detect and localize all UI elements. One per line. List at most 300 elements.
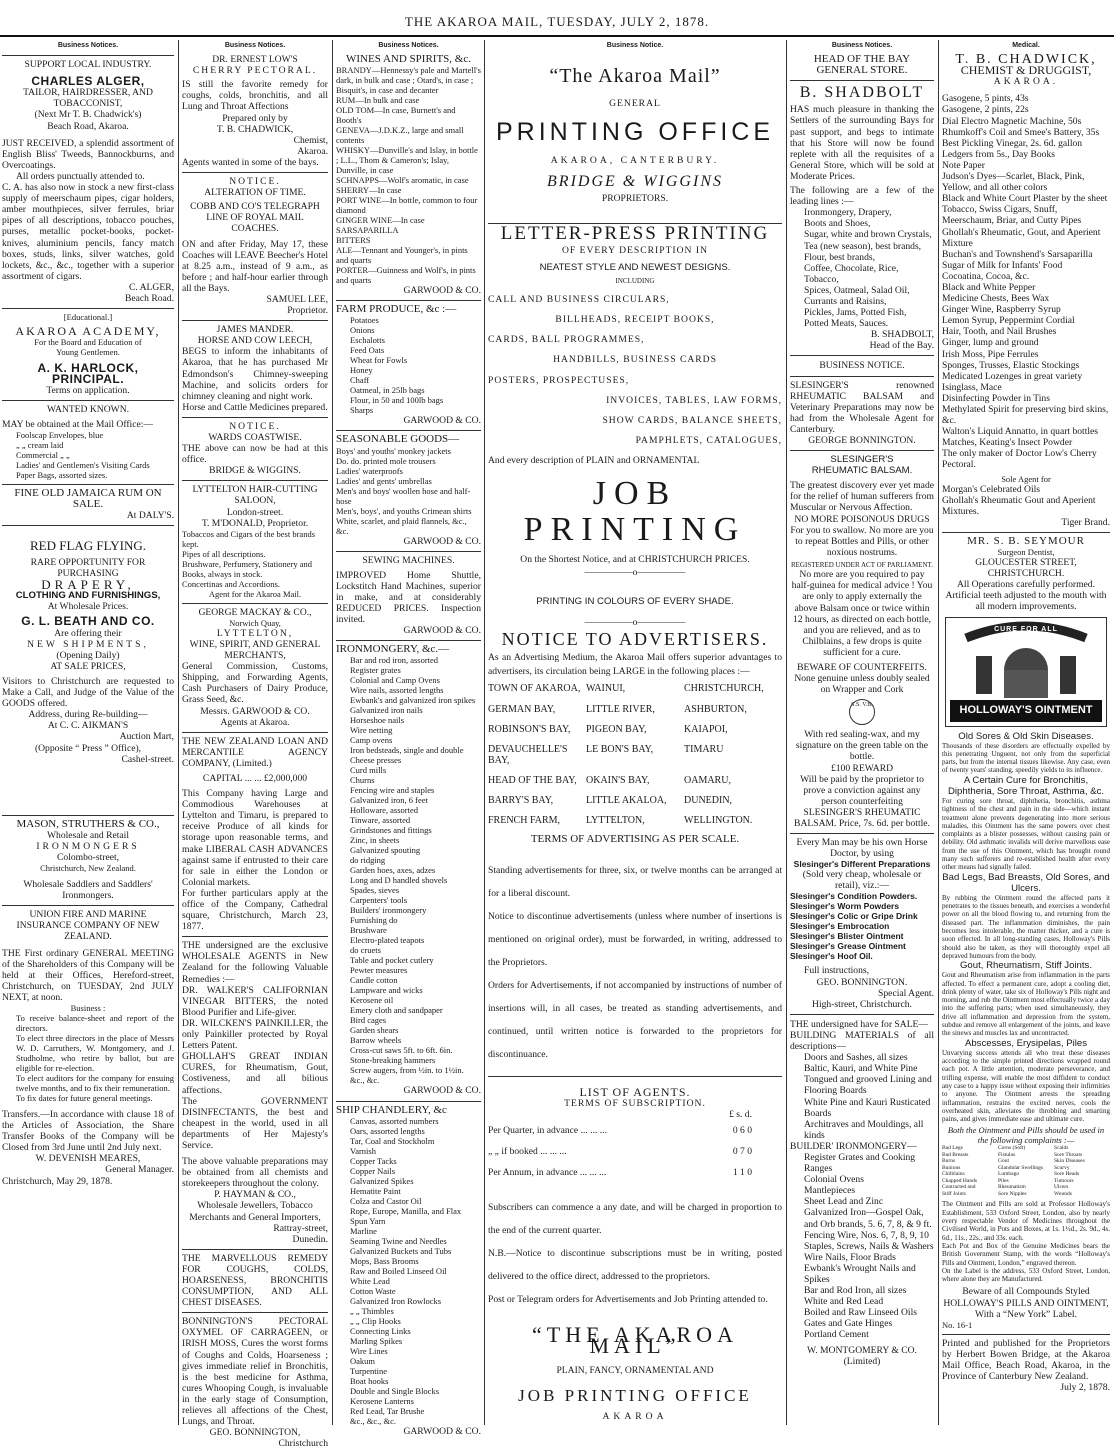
chadwick-list (942, 93, 1110, 470)
nzloan-capital: CAPITAL ... ... £2,000,000 (202, 772, 308, 784)
beath-opening: (Opening Daily) (56, 649, 120, 661)
list-item: Horseshoe nails (350, 715, 405, 726)
product-item: Isinglass, Mace (942, 381, 1002, 393)
pectoral-heading: CHERRY PECTORAL. (192, 65, 318, 77)
product-item: Ginger, lump and ground (942, 337, 1039, 349)
complaint-item: Burns (942, 1158, 956, 1165)
wines-list (336, 65, 481, 285)
list-item: Brushware (350, 925, 387, 936)
wholesale-note: At Wholesale Prices. (47, 601, 129, 613)
drapery-heading: DRAPERY, (41, 577, 135, 593)
remedies-item: GHOLLAH'S GREAT INDIAN CURES, for Rheumatism, Gout, Costiveness, and all bilious affections. (182, 1051, 328, 1096)
holloway-heading: Abscesses, Erysipelas, Piles (964, 1037, 1088, 1049)
builder-heading: BUILDER' IRONMONGERY— (790, 1140, 917, 1152)
holloway-heading: Gout, Rheumatism, Stiff Joints. (959, 960, 1093, 972)
complaint-item: Stiff Joints (942, 1190, 966, 1197)
place-item: LYTTELTON, (586, 815, 645, 827)
product-item: Black and White Pepper (942, 281, 1036, 293)
including-label: INCLUDING (615, 276, 655, 285)
list-item: Copper Nails (350, 1165, 396, 1176)
nzloan-body: For further particulars apply at the office of the Company, Cathedral square, Christchurch, March 23, 1877. (182, 887, 328, 933)
advertising-terms: Standing advertisements for three, six, or twelve months can be arranged at for a liberal discount. (488, 865, 782, 900)
union-business: Business : (70, 1003, 106, 1013)
store-heading: HEAD OF THE BAY GENERAL STORE. (813, 53, 911, 77)
list-item: Bird cages (350, 1015, 387, 1026)
product-item: Note Paper (942, 159, 985, 171)
chadwick-town: AKAROA. (993, 76, 1059, 88)
imprint: Printed and published for the Proprietors by Herbert Bowen Bridge, at the Akaroa Mail Office, Beach Road, Akaroa, in the Province of Canterbury New Zealand. (942, 1337, 1110, 1382)
place-item: LITTLE RIVER, (586, 703, 655, 715)
union-signature: General Manager. (105, 1164, 174, 1176)
column-header: Medical. (1012, 42, 1040, 49)
places-grid (488, 683, 782, 826)
list-item: Boots and Shoes, (804, 218, 871, 230)
list-item: Screw augers, from ½in. to 1½in. (350, 1065, 464, 1076)
mason-trade: Wholesale and Retail (46, 829, 130, 841)
garwood-signature: GARWOOD & CO. (403, 1425, 481, 1437)
akaroa-mail-heading: “THE AKAROA MAIL” (532, 1321, 738, 1358)
sole-agent-item: Ghollah's Rheumatic Gout and Aperient Mixtures. (942, 494, 1096, 517)
product-item: The only maker of Doctor Low's Cherry Pectoral. (942, 448, 1097, 471)
garwood-signature: GARWOOD & CO. (403, 415, 481, 427)
place-item: PIGEON BAY, (586, 723, 647, 735)
list-item: OLD TOM—In case, Burnett's and Booth's (336, 105, 456, 126)
list-item: Galvanized iron, 6 feet (350, 795, 428, 806)
list-item: Galvanized Iron—Gospel Oak, and Orb brands, 5. 6, 7, 8, & 9 ft. (804, 1207, 932, 1230)
list-item: Turpentine (350, 1365, 387, 1376)
job-type: SHOW CARDS, BALANCE SHEETS, (602, 414, 782, 426)
union-body: THE First ordinary GENERAL MEETING of the Shareholders of this Company will be held at their Offices, Hereford-street, Christchurch, on TUESDAY, 2nd JULY NEXT, at noon. (2, 947, 174, 1003)
column-6 (942, 40, 1110, 1425)
holloway-complaints-heading: Both the Ointment and Pills should be used in the following complaints :— (947, 1125, 1105, 1146)
column-rule (332, 40, 333, 1425)
beath-address: (Opposite “ Press ” Office), (34, 742, 142, 754)
tiger-brand: Tiger Brand. (1061, 516, 1110, 528)
cobb-heading: COBB AND CO'S TELEGRAPH LINE OF ROYAL MAIL COACHES. (190, 201, 320, 235)
preparation-item: Slesinger's Worm Powders (790, 901, 900, 912)
column-1 (2, 40, 174, 1425)
list-item: Red Lead, Tar Brushe (350, 1405, 425, 1416)
place-item: BARRY'S BAY, (488, 795, 554, 807)
list-item: Commercial „ „ (16, 449, 70, 460)
holloway-illustration (945, 617, 1107, 727)
product-item: Irish Moss, Pipe Ferrules (942, 348, 1039, 360)
mail-office-notice: MAY be obtained at the Mail Office:— (2, 418, 153, 430)
cobb-signature: SAMUEL LEE, (266, 293, 328, 305)
remedies-item: DR. WALKER'S CALIFORNIAN VINEGAR BITTERS, the noted Blood Purifier and Life-giver. (182, 984, 328, 1018)
list-item: Tinware, assorted (350, 815, 411, 826)
list-item: Cross-cut saws 5ft. to 6ft. 6in. (350, 1045, 453, 1056)
column-rule (484, 40, 485, 1425)
saloon-street: London-street. (226, 506, 284, 518)
union-business-list (2, 1013, 174, 1103)
holloway-body: Gout and Rheumatism arise from inflammation in the parts affected. To effect a permanent cure, adopt a cooling diet, drink plenty of water, take six of Holloway's Pills night and morning, and rub the Ointment most effectually twice a day into the suffering parts; when used simultaneously, they drive all inflammation and depression from the system, subdue and remove all enlargement of the joints, and leave the sinews and muscles lax and uncontracted. (942, 971, 1110, 1038)
list-item: Ironmongery, Drapery, (804, 207, 892, 219)
list-item: Fencing wire and staples (350, 785, 435, 796)
every-label: OF EVERY DESCRIPTION IN (561, 244, 709, 256)
list-item: Wire Nails, Floor Brads (804, 1251, 896, 1263)
printing-place: AKAROA, CANTERBURY. (550, 155, 720, 167)
subscription-row (488, 1167, 782, 1178)
list-item: Carpenters' tools (350, 895, 408, 906)
product-item: Hair, Tooth, and Nail Brushes (942, 326, 1057, 338)
list-item: Ewbank's Wrought Nails and Spikes (804, 1262, 916, 1286)
nzloan-body: This Company having Large and Commodious Warehouses at Lyttelton and Timaru, is prepared to receive Produce of all kinds for storage upon reasonable terms, and make LIBERAL CASH ADVANCES against same if entrusted to their care for sale in either the London or Colonial markets. (182, 788, 328, 888)
list-item: Colza and Castor Oil (350, 1195, 422, 1206)
list-item: Potted Meats, Sauces. (804, 318, 889, 330)
place-item: OAMARU, (684, 774, 731, 786)
list-item: Table and pocket cutlery (350, 955, 434, 966)
list-item: Galvanized iron nails (350, 705, 423, 716)
product-item: Dial Electro Magnetic Machine, 50s (942, 115, 1082, 127)
list-item: Wire netting (350, 725, 393, 736)
list-item: Rope, Europe, Manilla, and Flax (350, 1205, 462, 1216)
list-item: Pewter measures (350, 965, 408, 976)
pectoral-agents: Agents wanted in some of the bays. (182, 156, 319, 168)
list-item: Gates and Gate Hinges (804, 1318, 893, 1330)
list-item: PORT WINE—In bottle, common to four diamond (336, 195, 478, 216)
preparations-heading: Slesinger's Different Preparations (793, 859, 931, 870)
registered-body: No more are you required to pay half-guinea for medical advice ! You are only to apply externally the above Balsam once or twice within 12 hours, as directed on each bottle, and you are relieved, and as to Chilblains, a few drops is quite sufficient for a cure. (791, 569, 933, 658)
academy-title: AKAROA ACADEMY, (15, 324, 161, 339)
subscription-row (488, 1125, 782, 1136)
farm-heading: FARM PRODUCE, &c :— (336, 303, 457, 316)
complaint-item: Gout (998, 1158, 1009, 1165)
complaint-item: Tumours (1054, 1177, 1074, 1184)
beath-prices: AT SALE PRICES, (50, 660, 126, 672)
product-item: Judson's Dyes—Scarlet, Black, Pink, Yellow, and all other colors (942, 171, 1085, 194)
alger-body: C. A. has also now in stock a new first-class supply of meerschaum pipes, cigar holders, amber mouthpieces, silver ferrules, briar pipes of all descriptions, tobacco pouches, purses, metallic pocket-books, pocket-knives, aluminium pencils, fancy match boxes, studs, links, silver watches, gold lockets, &c., &c., together with a superior assortment of cigars. (2, 182, 174, 282)
balsam-heading: RHEUMATIC BALSAM. (811, 465, 913, 477)
preparation-item: Slesinger's Embrocation (790, 921, 890, 932)
garwood-signature: GARWOOD & CO. (403, 535, 481, 547)
complaint-item: Sore Throats (1054, 1151, 1083, 1158)
complaint-item: Scalds (1054, 1145, 1069, 1152)
general-label: GENERAL (609, 98, 661, 110)
product-item: Walton's Liquid Annatto, in quart bottles (942, 426, 1099, 438)
mason-ironmongers: IRONMONGERS (36, 840, 140, 852)
seymour-street: GLOUCESTER STREET, (975, 557, 1077, 569)
chadwick-trade: CHEMIST & DRUGGIST, (960, 63, 1092, 78)
akaroa-label: AKAROA (602, 1411, 668, 1423)
reward-heading: £100 REWARD (830, 762, 894, 774)
alger-trade: TAILOR, HAIRDRESSER, AND TOBACCONIST, (23, 87, 153, 110)
balsam-body: The greatest discovery ever yet made for the relief of human sufferers from Muscular or Nervous Affection. (790, 480, 934, 514)
complaint-item: Piles (998, 1177, 1009, 1184)
complaint-item: Fistulas (998, 1151, 1016, 1158)
slesinger-signature: GEORGE BONNINGTON. (808, 435, 916, 446)
alger-name: CHARLES ALGER, (31, 74, 145, 89)
list-item: Oars, assorted lengths (350, 1125, 425, 1136)
list-item: To elect three directors in the place of Messrs W. D. Carruthers, W. Montgomery, and J. Studholme, who retire by ballot, but are eligible for re-election. (16, 1033, 174, 1073)
place-item: WAINUI, (586, 683, 626, 695)
list-item: Furnishing do (350, 915, 398, 926)
list-item: Potatoes (350, 315, 379, 326)
list-item: Electro-plated teapots (350, 935, 425, 946)
place-item: CHRISTCHURCH, (684, 683, 764, 695)
beath-name: G. L. BEATH AND CO. (21, 614, 155, 629)
mail-office-list (2, 430, 174, 480)
product-item: Best Pickling Vinegar, 2s. 6d. gallon (942, 137, 1083, 149)
list-item: Zinc, in sheets (350, 835, 400, 846)
subscription-label: Per Quarter, in advance ... ... ... (488, 1124, 607, 1136)
column-header: Business Notices. (57, 42, 119, 49)
complaint-item: Corns (Soft) (998, 1145, 1026, 1152)
holloway-heading: A Certain Cure for Bronchitis, Diphtheria, Sore Throat, Asthma, &c. (947, 774, 1105, 797)
horse-doctor: Every Man may be his own Horse Doctor, by using (796, 837, 928, 860)
product-item: Rhumkoff's Coil and Smee's Battery, 35s (942, 126, 1100, 138)
column-header: Business Notices. (224, 42, 286, 49)
list-item: Eschalotts (350, 335, 385, 346)
seasonable-list (336, 446, 481, 536)
saloon-heading: LYTTELTON HAIR-CUTTING SALOON, (192, 484, 318, 507)
complaint-item: Sore Nipples (998, 1190, 1027, 1197)
terms: Terms on application. (46, 385, 130, 397)
complaint-item: Chapped Hands (942, 1177, 977, 1184)
alger-signature: Beach Road. (124, 292, 174, 304)
list-item: Camp ovens (350, 735, 393, 746)
garwood-signature: GARWOOD & CO. (403, 285, 481, 297)
subscription-price: 0 6 0 (732, 1124, 752, 1136)
list-item: Garden hoes, axes, adzes (350, 865, 436, 876)
mackay-body: General Commission, Customs, Shipping, and Forwarding Agents, Cash Purchasers of Dairy Produce, Grass Seed, &c. (182, 661, 328, 706)
holloway-body: Unvarying success attends all who treat these diseases according to the simple printed directions wrapped round each pot. A little attention, moderate perseverance, and trifling expense, will enable the most diffident to conduct any case to a happy issue without exposing their infirmities to anyone. The Ointment arrests the spreading inflammation, restrains the excited nerves, cools the overheated skin, alleviates the throbbing and smarting pains, and gives immediate ease and ultimate cure. (942, 1048, 1110, 1124)
holloway-body: On the Label is the address, 533 Oxford Street, London, where alone they are Manufactured. (942, 1266, 1110, 1284)
hayman-street: Rattray-street, (273, 1222, 328, 1234)
mackay-agents: Messrs. GARWOOD & CO. (200, 705, 310, 717)
list-item: Flour, in 50 and 100lb bags (350, 395, 444, 406)
product-item: Matches, Keating's Insect Powder (942, 437, 1073, 449)
list-item: &c., &c. (350, 1075, 380, 1086)
beath-shipments: NEW SHIPMENTS, (27, 638, 149, 650)
list-item: PORTER—Guinness and Wolf's, in pints and quarts (336, 265, 476, 286)
job-type: HANDBILLS, BUSINESS CARDS (553, 354, 717, 366)
list-item: Wheat for Fowls (350, 355, 408, 366)
section-tag: [Educational.] (63, 312, 113, 323)
subscription-label: Per Annum, in advance ... ... ... (488, 1166, 607, 1178)
list-item: Bar and Rod Iron, all sizes (804, 1285, 907, 1297)
complaint-item: Bad Breasts (942, 1151, 969, 1158)
alger-body: JUST RECEIVED, a splendid assortment of English Bliss' Tweeds, Bannockburns, and Overcoatings. (2, 137, 174, 171)
holloway-heading: Old Sores & Old Skin Diseases. (958, 730, 1094, 742)
undersigned-heading: THE undersigned have for SALE— (790, 1018, 929, 1030)
list-item: GENEVA—J.D.K.Z., large and small contents (336, 125, 464, 146)
complaint-item: Skin Diseases (1054, 1158, 1085, 1165)
alteration-heading: ALTERATION OF TIME. (204, 187, 306, 199)
job-type: CALL AND BUSINESS CIRCULARS, (488, 294, 670, 306)
business-notice-heading: BUSINESS NOTICE. (819, 360, 905, 372)
list-item: Coffee, Chocolate, Rice, Tobacco, (804, 262, 899, 285)
beath-address: Cashel-street. (121, 753, 174, 765)
subscription-label: „ „ if booked ... ... ... (488, 1145, 567, 1157)
saloon-body: Tobaccos and Cigars of the best brands kept. (182, 528, 316, 549)
product-item: Gasogene, 5 pints, 43s (942, 93, 1029, 105)
list-item: Colonial Ovens (804, 1174, 864, 1186)
product-item: Sugar of Milk for Infants' Food (942, 259, 1063, 271)
wanted-heading: WANTED KNOWN. (46, 404, 130, 416)
plain-fancy-label: PLAIN, FANCY, ORNAMENTAL AND (556, 1365, 714, 1377)
reward-body: Will be paid by the proprietor to prove a conviction against any person counterfeiting (800, 773, 924, 807)
list-item: Kerosene oil (350, 995, 394, 1006)
column-5 (790, 40, 934, 1425)
shadbolt-signature: Head of the Bay. (869, 340, 934, 352)
cure-label: CURE FOR ALL (994, 625, 1058, 633)
list-item: Candle cotton (350, 975, 398, 986)
holloway-body: Each Pot and Box of the Genuine Medicines bears the British Government Stamp, with the words “Holloway's Pills and Ointment, London,” engraved thereon. (942, 1241, 1110, 1267)
list-item: &c., &c., &c. (350, 1415, 397, 1426)
list-item: Sugar, white and brown Crystals, (804, 229, 932, 241)
rum-signature: At DALY'S. (126, 509, 174, 521)
ship-list (336, 1116, 481, 1426)
academy-for: Young Gentlemen. (56, 347, 120, 358)
product-item: Lemon Syrup, Peppermint Cordial (942, 315, 1075, 327)
list-item: Grindstones and fittings (350, 825, 432, 836)
list-item: Stone-breaking hammers (350, 1055, 436, 1066)
advertisers-heading: NOTICE TO ADVERTISERS. (501, 629, 769, 650)
bonnington-signature: GEO. BONNINGTON, (209, 1427, 301, 1439)
union-transfers: Transfers.—In accordance with clause 18 of the Articles of Association, the Share Transfer Books of the Company will be Closed from 3rd June until 2nd July next. (2, 1109, 174, 1154)
shadbolt-name: B. SHADBOLT (799, 84, 925, 102)
mackay-agents: Agents at Akaroa. (220, 716, 290, 728)
ornament: —————o————— (584, 617, 686, 629)
subscription-price: 0 7 0 (732, 1145, 752, 1157)
mander-name: JAMES MANDER. (216, 324, 294, 336)
remedies-note: The above valuable preparations may be obtained from all chemists and storekeepers throughout the colony. (182, 1156, 328, 1190)
rare-heading: RARE OPPORTUNITY FOR PURCHASING (30, 557, 146, 580)
seymour-trade: Surgeon Dentist, (997, 547, 1055, 558)
ship-heading: SHIP CHANDLERY, &c (336, 1103, 447, 1116)
list-item: Cheese presses (350, 755, 402, 766)
complaint-item: Glandular Swellings (998, 1164, 1044, 1171)
list-item: „ „ Clip Hooks (350, 1315, 401, 1326)
wines-heading: WINES AND SPIRITS, &c. (346, 53, 471, 66)
list-item: Oakum (350, 1355, 376, 1366)
chadwick-name: T. B. CHADWICK, (955, 52, 1097, 68)
complaint-item: Sore Heads (1054, 1171, 1080, 1178)
list-item: To fix dates for future general meetings. (16, 1093, 153, 1103)
advertisers-intro: As an Advertising Medium, the Akaroa Mail offers superior advantages to advertisers, its circulation being LARGE in the following places :— (488, 652, 782, 678)
subscription-note: Subscribers can commence a any date, and will be charged in proportion to the end of the current quarter. (488, 1201, 782, 1236)
mander-trade: HORSE AND COW LEECH, (197, 335, 313, 347)
list-item: Seaming Twine and Needles (350, 1235, 447, 1246)
list-item: Onions (350, 325, 375, 336)
list-item: Spices, Oatmeal, Salad Oil, (804, 284, 910, 296)
builder-list (790, 1152, 934, 1341)
list-item: Curd mills (350, 765, 387, 776)
place-item: HEAD OF THE BAY, (488, 774, 577, 786)
pectoral-chemist: Chemist, (293, 134, 328, 146)
remedies-item: DR. WILCKEN'S PAINKILLER, the only Painkiller protected by Royal Letters Patent. (182, 1017, 328, 1052)
nomore-heading: NO MORE POISONOUS DRUGS (794, 513, 930, 525)
wards-heading: WARDS COASTWISE. (208, 432, 302, 443)
redwax-note: With red sealing-wax, and my signature on the green table on the bottle. (795, 729, 929, 763)
saloon-body: Agent for the Akaroa Mail. (208, 588, 302, 599)
place-item: FRENCH FARM, (488, 815, 561, 827)
beath-offering: Are offering their (54, 627, 122, 639)
list-item: Wire Lines (350, 1345, 388, 1356)
list-item: SHERRY—In case (336, 185, 402, 196)
holloway-beware: Beware of all Compounds Styled (962, 1286, 1090, 1298)
list-item: do ridging (350, 855, 386, 866)
beath-visitors: Visitors to Christchurch are requested to Make a Call, and Judge of the Value of the GOODS offered. (2, 675, 174, 710)
list-item: Emery cloth and sandpaper (350, 1005, 443, 1016)
saloon-body: Pipes of all descriptions. (182, 548, 266, 559)
list-item: Canvas, assorted numbers (350, 1115, 439, 1126)
place-item: DUNEDIN, (684, 795, 733, 807)
place-item: OKAIN'S BAY, (586, 774, 650, 786)
list-item: White Lead (350, 1275, 390, 1286)
lows-heading: DR. ERNEST LOW'S (212, 54, 298, 66)
place-item: ASHBURTON, (684, 703, 747, 715)
job-printing-heading: JOB PRINTING (523, 474, 747, 548)
jpo-heading: JOB PRINTING OFFICE (518, 1386, 752, 1406)
place-item: WELLINGTON. (684, 815, 753, 827)
registered-label: REGISTERED UNDER ACT OF PARLIAMENT. (790, 560, 934, 569)
preparations-list (790, 891, 934, 961)
principal: A. K. HARLOCK, PRINCIPAL. (37, 361, 139, 387)
place-item: GERMAN BAY, (488, 703, 556, 715)
lsd-header: £ s. d. (729, 1109, 752, 1121)
list-item: Register grates (350, 665, 401, 676)
list-item: Ladies' and gents' umbrellas (336, 475, 432, 486)
wards-body: THE above can now be had at this office. (182, 443, 328, 466)
pectoral-body: IS still the favorite remedy for coughs, colds, bronchitis, and all Lung and Throat Affections (182, 79, 328, 113)
list-item: Marline (350, 1225, 377, 1236)
proprietors-label: PROPRIETORS. (601, 193, 669, 205)
list-item: Honey (350, 365, 373, 376)
pectoral-prepared: Prepared only by (222, 112, 288, 124)
building-heading: BUILDING MATERIALS of all descriptions— (790, 1029, 934, 1053)
garwood-signature: GARWOOD & CO. (403, 625, 481, 637)
list-item: Foolscap Envelopes, blue (16, 429, 104, 440)
complaint-item: Contracted and (942, 1184, 976, 1191)
union-signature: W. DEVENISH MEARES, (35, 1153, 141, 1165)
list-item: RUM—In bulk and case (336, 95, 420, 106)
job-note: And every description of PLAIN and ORNAMENTAL (488, 454, 700, 466)
list-item: Register Grates and Cooking Ranges (804, 1151, 916, 1175)
holloway-body: For curing sore throat, diphtheria, bronchitis, asthma tightness of the chest and pain in the side—which instant treatment alone prevents degenerating into more serious maladies, this Ointment has the same powers over chest complaints as a blister possesses, without causing pain or debility. Old asthmatic invalids will derive marvellous ease from the use of this Ointment, which has brought round many such sufferers and re-established health after every other means had signally failed. (942, 796, 1110, 872)
list-item: Staples, Screws, Nails & Washers (804, 1240, 934, 1252)
list-item: Ladies' waterproofs (336, 465, 403, 476)
list-item: „ „ cream laid (16, 439, 64, 450)
list-item: Mantlepieces (804, 1185, 856, 1197)
list-item: Mops, Bass Brooms (350, 1255, 419, 1266)
list-item: Iron bedsteads, single and double (350, 745, 464, 756)
list-item: SARSAPARILLA (336, 225, 399, 236)
list-item: Paper Bags, assorted sizes. (16, 469, 108, 480)
remedies-intro: THE undersigned are the exclusive WHOLESALE AGENTS in New Zealand for the following Valuable Remedies :— (182, 940, 328, 985)
slesinger-body: SLESINGER'S renowned RHEUMATIC BALSAM and Veterinary Preparations may now be had from the Wholesale Agent for Canterbury. (790, 379, 934, 435)
redflag-heading: RED FLAG FLYING. (29, 537, 147, 553)
mason-address: Colombo-street, (56, 851, 120, 863)
printer-names: BRIDGE & WIGGINS (547, 173, 723, 191)
list-item: Boiled and Raw Linseed Oils (804, 1307, 917, 1319)
seasonable-heading: SEASONABLE GOODS— (336, 433, 460, 446)
product-item: Ledgers from 5s., Day Books (942, 148, 1055, 160)
list-item: To elect auditors for the company for ensuing twelve months, and to fix their remuneration. (16, 1073, 174, 1093)
product-item: Buchan's and Townshend's Sarsaparilla (942, 248, 1093, 260)
job-type: POSTERS, PROSPECTUSES, (488, 374, 630, 386)
column-3 (336, 40, 481, 1437)
genuine-note: None genuine unless doubly sealed on Wrapper and Cork (794, 673, 930, 696)
agents-heading: LIST OF AGENTS. (579, 1085, 691, 1100)
imprint-date: July 2, 1878. (1060, 1382, 1110, 1394)
shadbolt-intro: The following are a few of the leading lines :— (790, 185, 934, 208)
job-type: BILLHEADS, RECEIPT BOOKS, (555, 314, 715, 326)
place-item: LE BON'S BAY, (586, 743, 654, 755)
colours-heading: PRINTING IN COLOURS OF EVERY SHADE. (536, 596, 734, 608)
bonnington-body: BONNINGTON'S PECTORAL OXYMEL OF CARRAGEEN, or IRISH MOSS, Cures the worst forms of Coughs and Colds, Hoarseness ; gives immediate relief in Bronchitis, is the best medicine for Asthma, cures Whooping Cough, is invaluable in the early stage of Consumption, relieves all affections of the Chest, Lungs, and Throat. (182, 1316, 328, 1428)
